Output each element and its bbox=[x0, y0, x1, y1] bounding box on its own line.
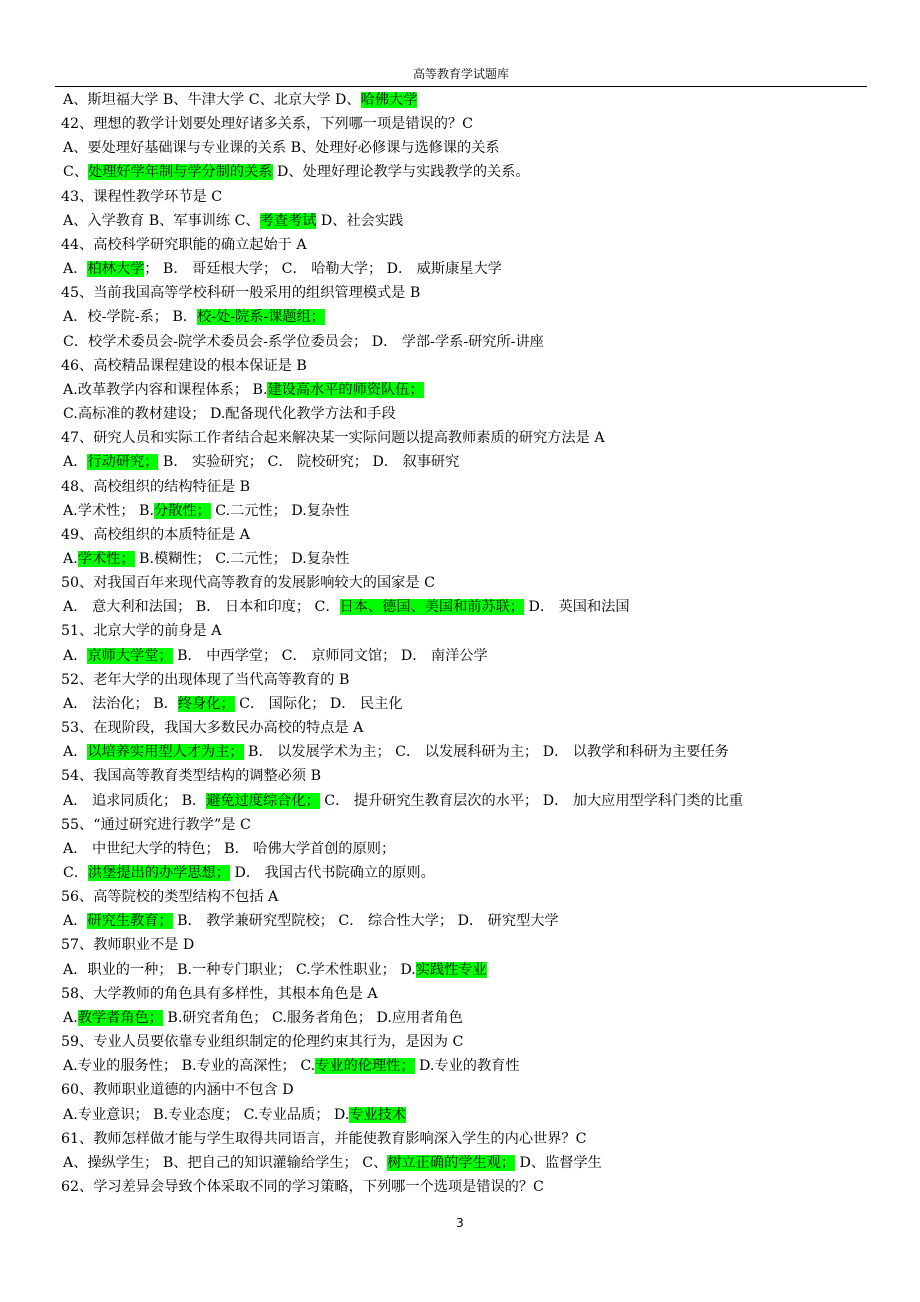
line-text: D、监督学生 bbox=[515, 1154, 602, 1171]
question-line bbox=[55, 185, 867, 209]
line-text: 61、教师怎样做才能与学生取得共同语言，并能使教育影响深入学生的内心世界？C bbox=[61, 1130, 587, 1147]
line-text: A． bbox=[63, 261, 88, 278]
line-text: 58、大学教师的角色具有多样性，其根本角色是 A bbox=[61, 985, 378, 1002]
line-text: A.专业的服务性； B.专业的高深性； C. bbox=[63, 1058, 316, 1075]
line-text: B． 中西学堂； C． 京师同文馆； D． 南洋公学 bbox=[172, 647, 488, 664]
line-text: A． bbox=[63, 913, 88, 930]
question-line bbox=[55, 764, 867, 788]
line-text: C． 国际化； D． 民主化 bbox=[234, 695, 403, 712]
highlighted-answer: 建设高水平的师资队伍； bbox=[267, 381, 424, 398]
line-text: C．校学术委员会-院学术委员会-系学位委员会； D． 学部-学系-研究所-讲座 bbox=[63, 333, 544, 350]
options-line bbox=[55, 644, 867, 668]
options-line bbox=[55, 692, 867, 716]
line-text: A．职业的一种； B.一种专门职业； C.学术性职业； D. bbox=[63, 961, 416, 978]
question-line bbox=[55, 281, 867, 305]
line-text: D.专业的教育性 bbox=[414, 1058, 520, 1075]
options-line bbox=[55, 861, 867, 885]
line-text: C． bbox=[63, 865, 89, 881]
highlighted-answer: 分散性； bbox=[153, 502, 211, 519]
highlighted-answer: 京师大学堂； bbox=[87, 647, 173, 664]
line-text: A． bbox=[63, 744, 88, 761]
question-line bbox=[55, 571, 867, 595]
options-line bbox=[55, 909, 867, 933]
line-text: B.研究者角色； C.服务者角色； D.应用者角色 bbox=[162, 1009, 463, 1026]
line-text: A． bbox=[63, 454, 88, 471]
options-line bbox=[55, 257, 867, 281]
options-line bbox=[55, 1006, 867, 1030]
highlighted-answer: 终身化； bbox=[177, 695, 235, 712]
page-header: 高等教育学试题库 bbox=[55, 66, 867, 87]
highlighted-answer: 树立正确的学生观； bbox=[387, 1154, 516, 1171]
line-text: 57、教师职业不是 D bbox=[61, 937, 195, 954]
options-line bbox=[55, 1054, 867, 1078]
options-line bbox=[55, 1151, 867, 1175]
line-text: B． 以发展学术为主； C． 以发展科研为主； D． 以教学和科研为主要任务 bbox=[243, 744, 729, 761]
question-line bbox=[55, 475, 867, 499]
highlighted-answer: 校-处-院系-课题组； bbox=[197, 309, 325, 326]
line-text: D、处理好理论教学与实践教学的关系。 bbox=[272, 164, 530, 181]
question-line bbox=[55, 354, 867, 378]
line-text: 56、高等院校的类型结构不包括 A bbox=[61, 889, 279, 906]
line-text: C、 bbox=[63, 164, 89, 181]
line-text: A. bbox=[63, 550, 78, 567]
line-text: A． 意大利和法国； B． 日本和印度； C． bbox=[63, 599, 340, 616]
line-text: 55、“通过研究进行教学”是 C bbox=[61, 816, 251, 833]
line-text: ； B． 哥廷根大学； C． 哈勒大学； D． 威斯康星大学 bbox=[144, 261, 502, 278]
options-line bbox=[55, 1103, 867, 1127]
options-line bbox=[55, 450, 867, 474]
page-number: 3 bbox=[456, 1216, 464, 1230]
line-text: A.专业意识； B.专业态度； C.专业品质； D. bbox=[63, 1106, 350, 1123]
line-text: 46、高校精品课程建设的根本保证是 B bbox=[61, 357, 307, 374]
question-line bbox=[55, 233, 867, 257]
options-line bbox=[55, 547, 867, 571]
highlighted-answer: 学术性； bbox=[77, 550, 135, 567]
options-line bbox=[55, 402, 867, 426]
question-line bbox=[55, 1127, 867, 1151]
options-line bbox=[55, 88, 867, 112]
highlighted-answer: 避免过度综合化； bbox=[206, 792, 320, 809]
line-text: 45、当前我国高等学校科研一般采用的组织管理模式是 B bbox=[61, 285, 421, 302]
question-line bbox=[55, 426, 867, 450]
line-text: 44、高校科学研究职能的确立起始于 A bbox=[61, 236, 307, 253]
line-text: 52、老年大学的出现体现了当代高等教育的 B bbox=[61, 671, 350, 688]
highlighted-answer: 柏林大学 bbox=[87, 261, 145, 278]
highlighted-answer: 教学者角色； bbox=[77, 1009, 163, 1026]
line-text: 47、研究人员和实际工作者结合起来解决某一实际问题以提高教师素质的研究方法是 A bbox=[61, 430, 605, 447]
line-text: A、斯坦福大学 B、牛津大学 C、北京大学 D、 bbox=[63, 92, 361, 108]
highlighted-answer: 实践性专业 bbox=[415, 961, 487, 978]
line-text: A、操纵学生； B、把自己的知识灌输给学生； C、 bbox=[63, 1154, 388, 1171]
options-line bbox=[55, 958, 867, 982]
highlighted-answer: 哈佛大学 bbox=[360, 92, 418, 108]
options-line bbox=[55, 499, 867, 523]
line-text: 49、高校组织的本质特征是 A bbox=[61, 526, 250, 543]
highlighted-answer: 处理好学年制与学分制的关系 bbox=[88, 164, 273, 181]
question-line bbox=[55, 982, 867, 1006]
highlighted-answer: 以培养实用型人才为主； bbox=[87, 744, 244, 761]
line-text: A． bbox=[63, 647, 88, 664]
line-text: A、入学教育 B、军事训练 C、 bbox=[63, 212, 260, 229]
highlighted-answer: 日本、德国、美国和前苏联； bbox=[339, 599, 525, 616]
options-line bbox=[55, 330, 867, 354]
options-line bbox=[55, 136, 867, 160]
options-line bbox=[55, 378, 867, 402]
line-text: A.学术性； B. bbox=[63, 502, 154, 519]
question-list bbox=[55, 88, 867, 1199]
line-text: C.高标准的教材建设； D.配备现代化教学方法和手段 bbox=[63, 406, 396, 423]
question-line bbox=[55, 933, 867, 957]
line-text: B.模糊性； C.二元性； D.复杂性 bbox=[134, 550, 350, 567]
line-text: A． 法治化； B． bbox=[63, 695, 178, 712]
question-line bbox=[55, 1030, 867, 1054]
line-text: 60、教师职业道德的内涵中不包含 D bbox=[61, 1082, 294, 1099]
line-text: D． 英国和法国 bbox=[524, 599, 630, 616]
options-line bbox=[55, 740, 867, 764]
line-text: 43、课程性教学环节是 C bbox=[61, 188, 223, 205]
options-line bbox=[55, 595, 867, 619]
highlighted-answer: 研究生教育； bbox=[87, 913, 173, 930]
line-text: A． 追求同质化； B． bbox=[63, 792, 207, 809]
line-text: 62、学习差异会导致个体采取不同的学习策略，下列哪一个选项是错误的？C bbox=[61, 1179, 544, 1196]
options-line bbox=[55, 209, 867, 233]
line-text: 53、在现阶段，我国大多数民办高校的特点是 A bbox=[61, 720, 364, 737]
question-line bbox=[55, 112, 867, 136]
line-text: 50、对我国百年来现代高等教育的发展影响较大的国家是 C bbox=[61, 575, 435, 592]
options-line bbox=[55, 837, 867, 861]
question-line bbox=[55, 668, 867, 692]
highlighted-answer: 专业技术 bbox=[349, 1106, 407, 1123]
line-text: A、要处理好基础课与专业课的关系 B、处理好必修课与选修课的关系 bbox=[63, 140, 500, 157]
line-text: D． 我国古代书院确立的原则。 bbox=[229, 865, 435, 881]
question-line bbox=[55, 885, 867, 909]
line-text: 51、北京大学的前身是 A bbox=[61, 623, 222, 640]
question-line bbox=[55, 813, 867, 837]
question-line bbox=[55, 1175, 867, 1199]
line-text: B． 教学兼研究型院校； C． 综合性大学； D． 研究型大学 bbox=[172, 913, 559, 930]
line-text: 54、我国高等教育类型结构的调整必须 B bbox=[61, 768, 321, 785]
question-line bbox=[55, 1078, 867, 1102]
line-text: A．校-学院-系； B． bbox=[63, 309, 198, 326]
line-text: D、社会实践 bbox=[316, 212, 404, 229]
line-text: A． 中世纪大学的特色； B． 哈佛大学首创的原则； bbox=[63, 840, 396, 857]
options-line bbox=[55, 305, 867, 329]
question-line bbox=[55, 716, 867, 740]
highlighted-answer: 专业的伦理性； bbox=[315, 1058, 415, 1075]
highlighted-answer: 洪堡提出的办学思想； bbox=[88, 865, 230, 881]
line-text: C.二元性； D.复杂性 bbox=[210, 502, 350, 519]
highlighted-answer: 考查考试 bbox=[259, 212, 317, 229]
options-line bbox=[55, 160, 867, 184]
line-text: A. bbox=[63, 1009, 78, 1026]
highlighted-answer: 行动研究； bbox=[87, 454, 159, 471]
line-text: A.改革教学内容和课程体系； B. bbox=[63, 381, 268, 398]
question-line bbox=[55, 523, 867, 547]
line-text: B． 实验研究； C． 院校研究； D． 叙事研究 bbox=[158, 454, 460, 471]
line-text: 42、理想的教学计划要处理好诸多关系，下列哪一项是错误的？C bbox=[61, 116, 473, 133]
line-text: C． 提升研究生教育层次的水平； D． 加大应用型学科门类的比重 bbox=[319, 792, 744, 809]
question-line bbox=[55, 619, 867, 643]
line-text: 59、专业人员要依靠专业组织制定的伦理约束其行为，是因为 C bbox=[61, 1034, 464, 1051]
line-text: 48、高校组织的结构特征是 B bbox=[61, 478, 251, 495]
options-line bbox=[55, 789, 867, 813]
